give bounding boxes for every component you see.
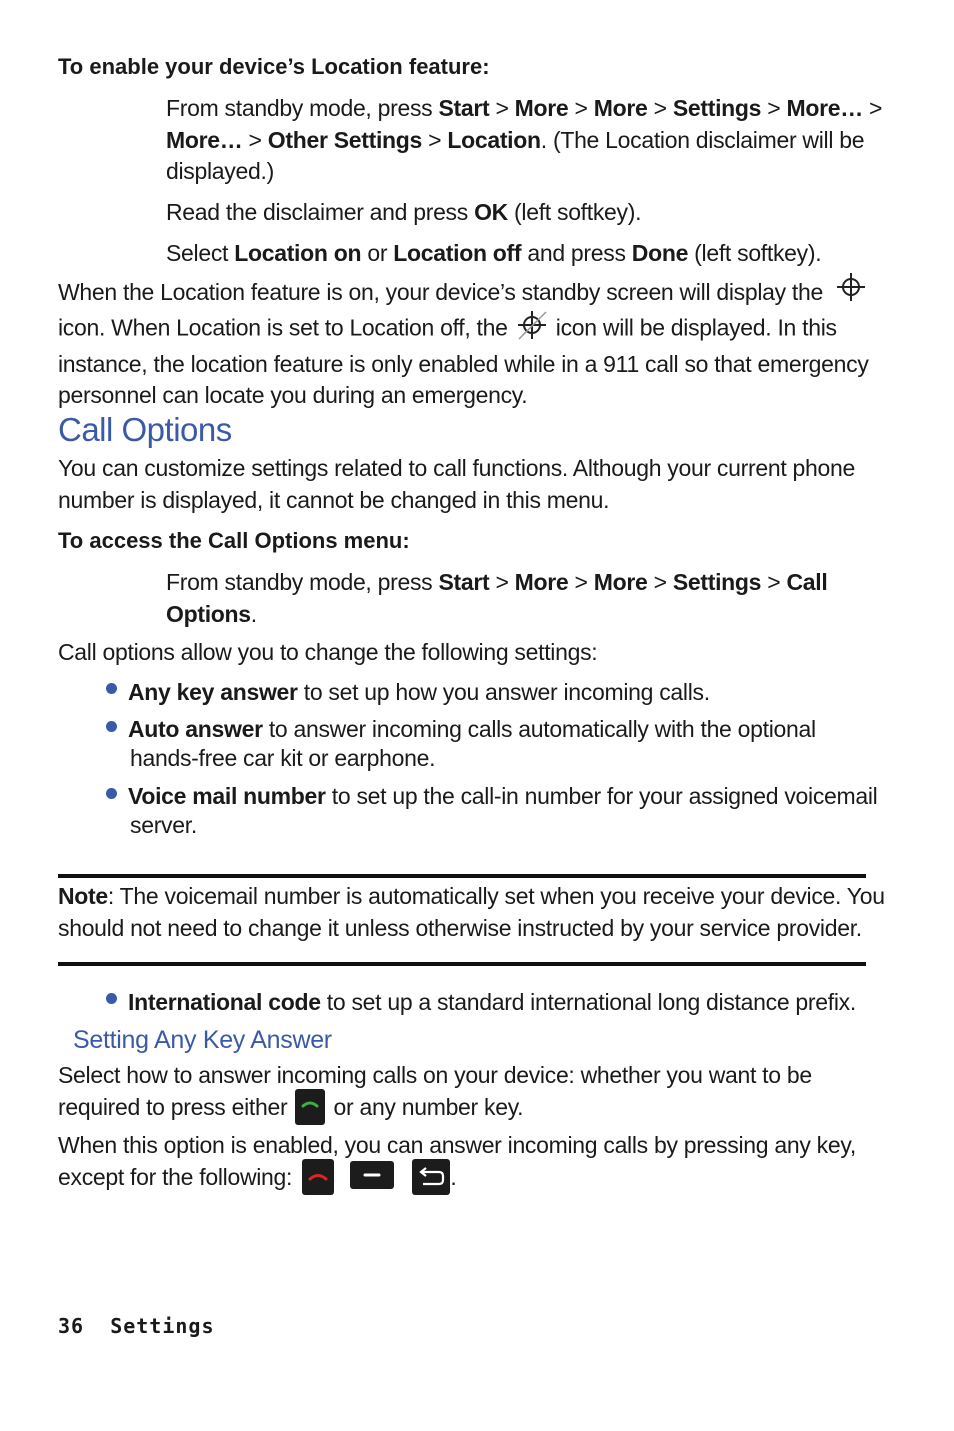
location-step-2: Read the disclaimer and press OK (left softkey). <box>166 199 642 225</box>
end-key-icon <box>302 1159 334 1195</box>
access-step: From standby mode, press Start > More > More > Settings > Call Options. <box>166 569 828 627</box>
bullet-dot <box>106 683 117 694</box>
any-key-paragraph: Select how to answer incoming calls on your device: whether you want to be required to press either or any number key. <box>58 1059 812 1127</box>
bullet-international-code: International code to set up a standard international long distance prefix. <box>128 989 856 1015</box>
location-off-icon <box>516 310 548 349</box>
note-text: Note: The voicemail number is automatically set when you receive your device. You should not need to change it unless otherwise instructed by your service provider. <box>58 883 885 941</box>
location-paragraph: When the Location feature is on, your device’s standby screen will display the icon. When Location is set to Location off, the icon will be displayed. In this instance, the location feature is only enabled while in a 911 call so that emergency personnel can locate you during an emergency. <box>58 277 869 412</box>
enabled-paragraph: When this option is enabled, you can answer incoming calls by pressing any key, except for the following: . <box>58 1129 856 1197</box>
call-options-title: Call Options <box>58 411 232 448</box>
back-key-icon <box>412 1159 450 1195</box>
page-number: 36 <box>58 1314 85 1338</box>
location-step-3: Select Location on or Location off and press Done (left softkey). <box>166 240 822 266</box>
note-bottom-rule <box>58 962 866 966</box>
section-name: Settings <box>110 1314 215 1338</box>
bullet-any-key-answer: Any key answer to set up how you answer incoming calls. <box>128 679 710 705</box>
access-heading: To access the Call Options menu: <box>58 528 410 553</box>
location-on-icon <box>835 272 867 311</box>
any-key-answer-title: Setting Any Key Answer <box>73 1026 332 1054</box>
location-heading: To enable your device’s Location feature: <box>58 54 490 79</box>
bullet-auto-answer: Auto answer to answer incoming calls automatically with the optional hands-free car kit or earphone. <box>128 716 816 771</box>
bullet-voice-mail-number: Voice mail number to set up the call-in number for your assigned voicemail server. <box>128 783 878 838</box>
allow-text: Call options allow you to change the following settings: <box>58 639 598 665</box>
bullet-dot <box>106 788 117 799</box>
softkey-icon <box>350 1161 394 1189</box>
call-options-intro: You can customize settings related to call functions. Although your current phone number is displayed, it cannot be changed in this menu. <box>58 455 855 513</box>
send-key-icon <box>295 1089 325 1125</box>
page-footer <box>58 1314 215 1338</box>
location-step-1: From standby mode, press Start > More > More > Settings > More… > More… > Other Settings > Location. (The Location disclaimer will be displayed.) <box>166 95 883 184</box>
bullet-dot <box>106 993 117 1004</box>
bullet-dot <box>106 721 117 732</box>
note-top-rule <box>58 874 866 878</box>
